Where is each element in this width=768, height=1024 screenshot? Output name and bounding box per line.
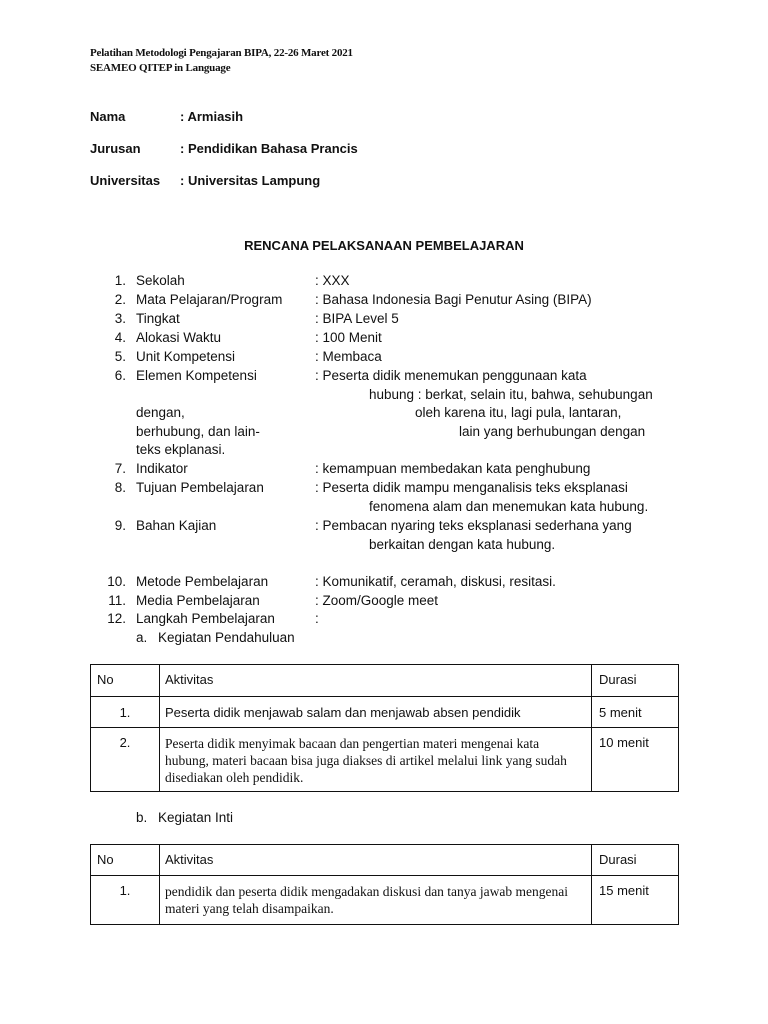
identity-university-value: : Universitas Lampung	[180, 173, 321, 188]
header-training-line: Pelatihan Metodologi Pengajaran BIPA, 22-26 Maret 2021	[90, 47, 353, 59]
item-label: Metode Pembelajaran	[136, 574, 269, 589]
identity-university-label: Universitas	[90, 173, 161, 188]
cell-no: 1.	[91, 697, 160, 728]
header-activity: Aktivitas	[160, 845, 592, 876]
identity-department-value: : Pendidikan Bahasa Prancis	[180, 141, 358, 156]
item-value: : Bahasa Indonesia Bagi Penutur Asing (BIPA)	[315, 292, 592, 307]
item-number: 5.	[114, 349, 126, 364]
header-no: No	[91, 665, 160, 697]
header-duration: Durasi	[592, 665, 679, 697]
cell-duration: 15 menit	[592, 876, 679, 925]
item-number: 6.	[114, 368, 126, 383]
item-label: Alokasi Waktu	[136, 330, 222, 345]
item-label: Indikator	[136, 461, 188, 476]
document-header	[90, 46, 353, 76]
item-number: 8.	[114, 480, 126, 495]
cell-activity: Peserta didik menjawab salam dan menjawab absen pendidik	[160, 697, 592, 728]
item-label-continuation: berhubung, dan lain-	[136, 424, 260, 439]
item-label: Tujuan Pembelajaran	[136, 480, 264, 495]
header-no: No	[91, 845, 160, 876]
item-number: 11.	[108, 593, 126, 608]
subsection-letter: a.	[136, 630, 148, 645]
item-label: Elemen Kompetensi	[136, 368, 257, 383]
subsection-title: Kegiatan Pendahuluan	[158, 630, 295, 645]
item-value: : XXX	[315, 273, 350, 288]
item-label-continuation: teks ekplanasi.	[136, 442, 226, 457]
item-number: 7.	[114, 461, 126, 476]
table-row	[91, 697, 679, 728]
item-value-continuation: berkaitan dengan kata hubung.	[369, 537, 556, 552]
item-number: 4.	[114, 330, 126, 345]
item-number: 12.	[107, 611, 126, 626]
subsection-title: Kegiatan Inti	[158, 810, 234, 825]
cell-duration: 5 menit	[592, 697, 679, 728]
table-header-row	[91, 845, 679, 876]
item-value: : Peserta didik menemukan penggunaan kata	[315, 368, 587, 383]
item-value: : Komunikatif, ceramah, diskusi, resitasi.	[315, 574, 556, 589]
identity-name-value: : Armiasih	[180, 109, 244, 124]
item-label: Media Pembelajaran	[136, 593, 260, 608]
cell-no: 1.	[91, 876, 160, 925]
cell-activity: Peserta didik menyimak bacaan dan pengertian materi mengenai kata hubung, materi bacaan bisa juga diakses di artikel melalui link yang sudah disediakan oleh pendidik.	[160, 728, 592, 792]
activities-table-core	[90, 844, 679, 925]
activities-table-introduction	[90, 664, 679, 792]
header-activity: Aktivitas	[160, 665, 592, 697]
item-label-continuation: dengan,	[136, 405, 185, 420]
cell-activity: pendidik dan peserta didik mengadakan diskusi dan tanya jawab mengenai materi yang telah disampaikan.	[160, 876, 592, 925]
table-header-row	[91, 665, 679, 697]
document-title: RENCANA PELAKSANAAN PEMBELAJARAN	[244, 238, 524, 253]
item-value: : BIPA Level 5	[315, 311, 399, 326]
item-label: Langkah Pembelajaran	[136, 611, 275, 626]
item-value-continuation: lain yang berhubungan dengan	[459, 424, 646, 439]
header-duration: Durasi	[592, 845, 679, 876]
item-value-continuation: oleh karena itu, lagi pula, lantaran,	[415, 405, 622, 420]
item-number: 3.	[114, 311, 126, 326]
item-value: : Pembacan nyaring teks eksplanasi sederhana yang	[315, 518, 632, 533]
item-label: Sekolah	[136, 273, 185, 288]
item-value: :	[315, 611, 319, 626]
item-value-continuation: fenomena alam dan menemukan kata hubung.	[369, 499, 649, 514]
cell-no: 2.	[91, 728, 160, 792]
subsection-letter: b.	[136, 810, 148, 825]
item-value: : Membaca	[315, 349, 382, 364]
item-value: : Peserta didik mampu menganalisis teks eksplanasi	[315, 480, 628, 495]
identity-name-label: Nama	[90, 109, 126, 124]
item-number: 9.	[114, 518, 126, 533]
item-value: : 100 Menit	[315, 330, 382, 345]
cell-duration: 10 menit	[592, 728, 679, 792]
item-value-continuation: hubung : berkat, selain itu, bahwa, sehubungan	[369, 387, 653, 402]
identity-department-label: Jurusan	[90, 141, 141, 156]
item-value: : Zoom/Google meet	[315, 593, 439, 608]
item-number: 2.	[114, 292, 126, 307]
table-row	[91, 728, 679, 792]
item-label: Unit Kompetensi	[136, 349, 236, 364]
item-value: : kemampuan membedakan kata penghubung	[315, 461, 591, 476]
header-organization-line: SEAMEO QITEP in Language	[90, 62, 231, 74]
item-label: Mata Pelajaran/Program	[136, 292, 283, 307]
item-label: Tingkat	[136, 311, 180, 326]
item-number: 1.	[114, 273, 126, 288]
item-label: Bahan Kajian	[136, 518, 217, 533]
table-row	[91, 876, 679, 925]
item-number: 10.	[107, 574, 126, 589]
